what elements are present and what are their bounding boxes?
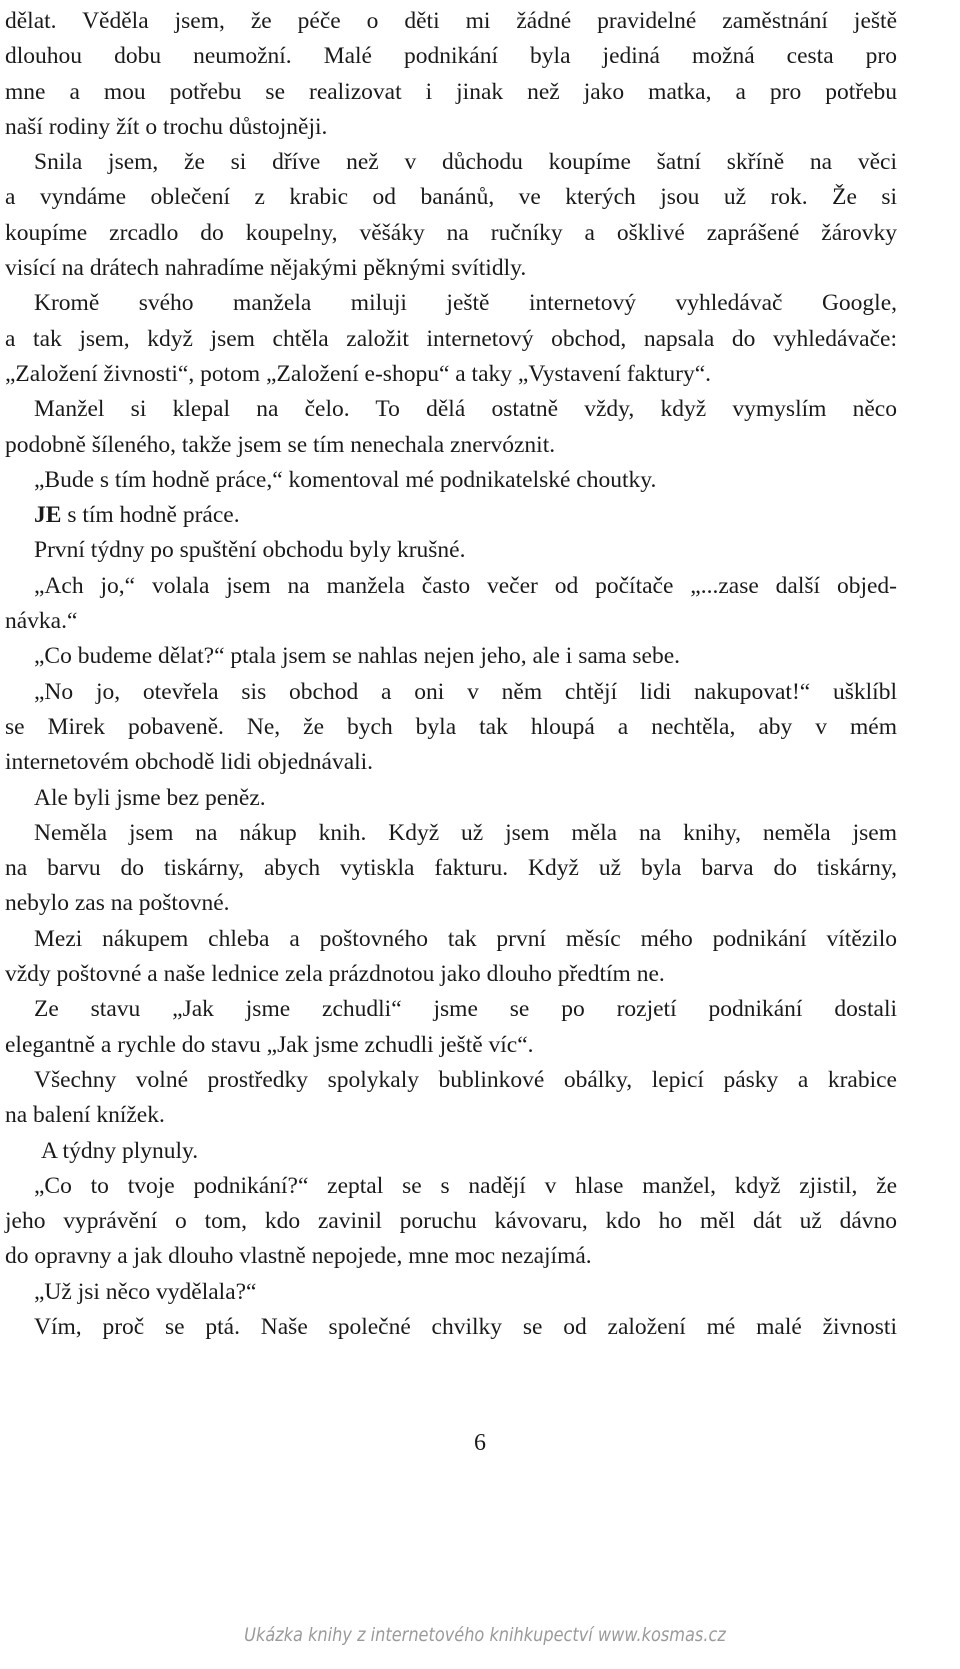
- line-text: mne a mou potřebu se realizovat i jinak než jako matka, a pro potřebu: [5, 78, 897, 105]
- line-text: návka.“: [5, 608, 78, 635]
- line-text: vždy poštovné a naše lednice zela prázdnotou jako dlouho předtím ne.: [5, 961, 665, 988]
- text-line: [5, 886, 897, 921]
- text-line: [5, 4, 897, 39]
- line-text: „No jo, otevřela sis obchod a oni v něm chtějí lidi nakupovat!“ ušklíbl: [34, 678, 897, 705]
- text-line: [5, 675, 897, 710]
- text-line: [5, 922, 897, 957]
- line-text: se Mirek pobaveně. Ne, že bych byla tak hloupá a nechtěla, aby v mém: [5, 713, 897, 740]
- body-text: [5, 4, 897, 1345]
- text-line: [5, 957, 897, 992]
- line-text: jeho vyprávění o tom, kdo zavinil poruchu kávovaru, kdo ho měl dát už dávno: [5, 1208, 897, 1235]
- line-text: na barvu do tiskárny, abych vytiskla fakturu. Když už byla barva do tiskárny,: [5, 855, 897, 882]
- text-line: [5, 816, 897, 851]
- text-line: [5, 39, 897, 74]
- line-text: Snila jsem, že si dříve než v důchodu koupíme šatní skříně na věci: [34, 149, 897, 176]
- text-line: [5, 1239, 897, 1274]
- text-line: [5, 1098, 897, 1133]
- line-text: s tím hodně práce.: [61, 502, 240, 529]
- text-line: [5, 710, 897, 745]
- line-text: elegantně a rychle do stavu „Jak jsme zchudli ještě víc“.: [5, 1031, 534, 1058]
- text-line: [5, 1204, 897, 1239]
- text-line: [5, 745, 897, 780]
- text-line: [5, 1310, 897, 1345]
- line-text: Neměla jsem na nákup knih. Když už jsem měla na knihy, neměla jsem: [34, 819, 897, 846]
- line-text: Ze stavu „Jak jsme zchudli“ jsme se po rozjetí podnikání dostali: [34, 996, 897, 1023]
- line-text: koupíme zrcadlo do koupelny, věšáky na ručníky a ošklivé zaprášené žárovky: [5, 219, 897, 246]
- line-text: „Bude s tím hodně práce,“ komentoval mé podnikatelské choutky.: [34, 466, 657, 493]
- line-text: na balení knížek.: [5, 1102, 165, 1129]
- line-text: Všechny volné prostředky spolykaly bublinkové obálky, lepicí pásky a krabice: [34, 1066, 897, 1093]
- line-text: do opravny a jak dlouho vlastně nepojede, mne moc nezajímá.: [5, 1243, 592, 1270]
- text-line: [5, 110, 897, 145]
- line-text: a tak jsem, když jsem chtěla založit internetový obchod, napsala do vyhledávače:: [5, 325, 897, 352]
- text-line: [5, 286, 897, 321]
- text-line: [5, 145, 897, 180]
- text-line: [5, 428, 897, 463]
- line-text: internetovém obchodě lidi objednávali.: [5, 749, 374, 776]
- line-text: podobně šíleného, takže jsem se tím nenechala znervóznit.: [5, 431, 556, 458]
- text-line: [5, 604, 897, 639]
- text-line: [5, 392, 897, 427]
- footer-watermark: Ukázka knihy z internetového knihkupectví www.kosmas.cz: [244, 1624, 726, 1646]
- text-line: [5, 533, 897, 568]
- bold-text: JE: [34, 502, 62, 529]
- line-text: visící na drátech nahradíme nějakými pěknými svítidly.: [5, 255, 527, 282]
- text-line: [5, 851, 897, 886]
- text-line: [5, 463, 897, 498]
- text-line: [5, 251, 897, 286]
- text-line: [5, 216, 897, 251]
- page-number: 6: [474, 1430, 486, 1456]
- text-line: [5, 1028, 897, 1063]
- text-line: [5, 322, 897, 357]
- text-line: [5, 781, 897, 816]
- text-line: [5, 569, 897, 604]
- line-text: „Založení živnosti“, potom „Založení e-shopu“ a taky „Vystavení faktury“.: [5, 360, 712, 387]
- line-text: Vím, proč se ptá. Naše společné chvilky se od založení mé malé živnosti: [34, 1313, 897, 1340]
- line-text: a vyndáme oblečení z krabic od banánů, ve kterých jsou už rok. Že si: [5, 184, 897, 211]
- text-line: [5, 357, 897, 392]
- line-text: „Co budeme dělat?“ ptala jsem se nahlas nejen jeho, ale i sama sebe.: [34, 643, 680, 670]
- line-text: „Co to tvoje podnikání?“ zeptal se s nadějí v hlase manžel, když zjistil, že: [34, 1172, 897, 1199]
- text-line: [5, 639, 897, 674]
- text-line: [5, 1063, 897, 1098]
- text-line: [5, 1134, 897, 1169]
- text-line: [5, 75, 897, 110]
- text-line: [5, 498, 897, 533]
- text-line: [5, 992, 897, 1027]
- line-text: A týdny plynuly.: [41, 1137, 199, 1164]
- line-text: naší rodiny žít o trochu důstojněji.: [5, 113, 328, 140]
- line-text: „Ach jo,“ volala jsem na manžela často večer od počítače „...zase další objed-: [34, 572, 897, 599]
- line-text: Manžel si klepal na čelo. To dělá ostatně vždy, když vymyslím něco: [34, 396, 897, 423]
- text-line: [5, 1275, 897, 1310]
- line-text: nebylo zas na poštovné.: [5, 890, 230, 917]
- line-text: dlouhou dobu neumožní. Malé podnikání byla jediná možná cesta pro: [5, 43, 897, 70]
- line-text: dělat. Věděla jsem, že péče o děti mi žádné pravidelné zaměstnání ještě: [5, 8, 897, 34]
- line-text: Kromě svého manžela miluji ještě internetový vyhledávač Google,: [34, 290, 897, 317]
- text-line: [5, 180, 897, 215]
- text-line: [5, 1169, 897, 1204]
- line-text: Mezi nákupem chleba a poštovného tak první měsíc mého podnikání vítězilo: [34, 925, 897, 952]
- line-text: „Už jsi něco vydělala?“: [34, 1278, 257, 1305]
- line-text: První týdny po spuštění obchodu byly krušné.: [34, 537, 466, 564]
- line-text: Ale byli jsme bez peněz.: [34, 784, 266, 811]
